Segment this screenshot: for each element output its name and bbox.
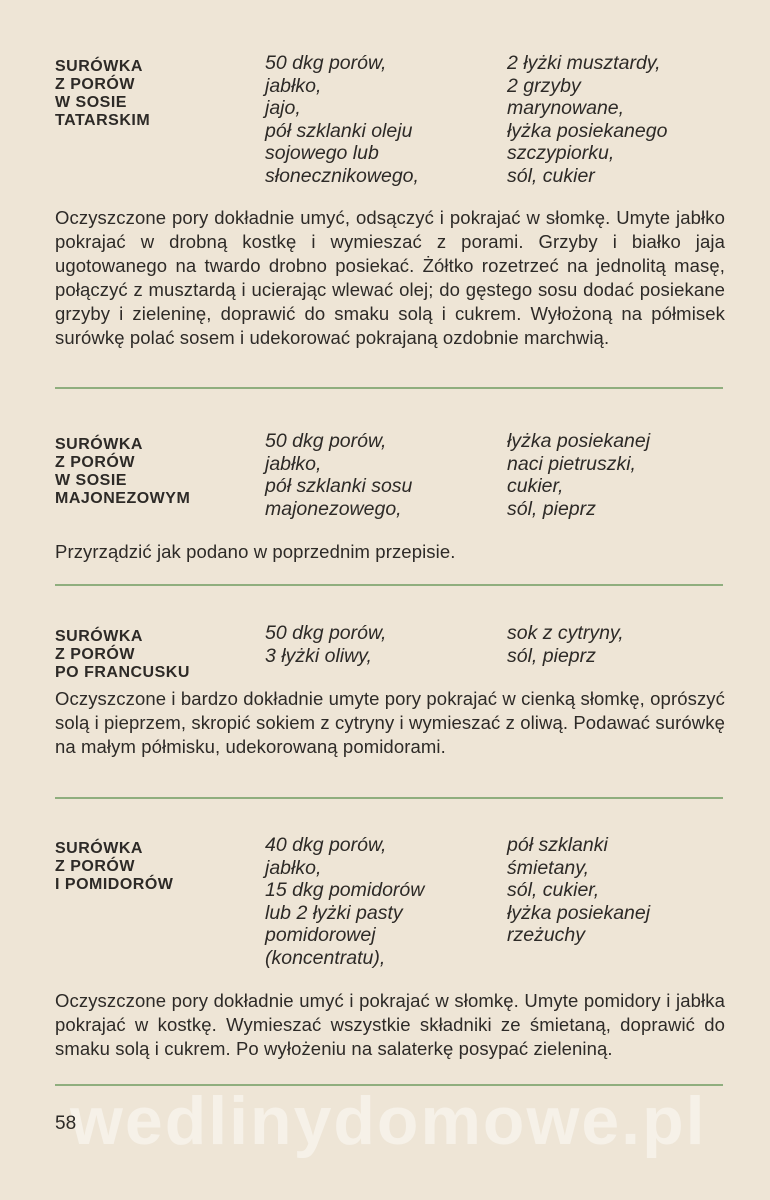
recipe-title: SURÓWKA Z PORÓW W SOSIE TATARSKIM xyxy=(55,58,151,129)
ingredients-column-1: 50 dkg porów, jabłko, jajo, pół szklanki oleju sojowego lub słonecznikowego, xyxy=(265,52,419,187)
recipe-description: Przyrządzić jak podano w poprzednim przepisie. xyxy=(55,541,456,562)
ingredients-column-2: 2 łyżki musztardy, 2 grzyby marynowane, łyżka posiekanego szczypiorku, sól, cukier xyxy=(507,52,668,187)
recipe-title: SURÓWKA Z PORÓW I POMIDORÓW xyxy=(55,840,174,893)
ingredients-column-1: 40 dkg porów, jabłko, 15 dkg pomidorów lub 2 łyżki pasty pomidorowej (koncentratu), xyxy=(265,834,425,969)
ingredients-column-2: łyżka posiekanej naci pietruszki, cukier, sól, pieprz xyxy=(507,430,651,520)
recipe-title: SURÓWKA Z PORÓW PO FRANCUSKU xyxy=(55,628,190,681)
recipe-description: Oczyszczone pory dokładnie umyć, odsączyć i pokrajać w słomkę. Umyte jabłko pokrajać w drobną kostkę i wymieszać z porami. Grzyby i białko jaja ugotowanego na twardo drobno posiekać. Żółtko rozetrzeć na jednolitą masę, połączyć z musztardą i ucierając wlewać olej; do gęstego sosu dodać posiekane grzyby i zieleninę, doprawić do smaku solą i cukrem. Wyłożoną na półmisek surówkę polać sosem i udekorować pokrajaną ozdobnie marchwią. xyxy=(55,207,725,348)
ingredients-column-2: pół szklanki śmietany, sól, cukier, łyżka posiekanej rzeżuchy xyxy=(507,834,651,946)
section-divider xyxy=(55,584,723,586)
watermark: wedlinydomowe.pl xyxy=(70,1083,707,1159)
section-divider xyxy=(55,387,723,389)
recipe-title: SURÓWKA Z PORÓW W SOSIE MAJONEZOWYM xyxy=(55,436,191,507)
page-number: 58 xyxy=(55,1113,77,1134)
recipe-description: Oczyszczone i bardzo dokładnie umyte pory pokrajać w cienką słomkę, oprószyć solą i pieprzem, skropić sokiem z cytryny i wymieszać z oliwą. Podawać surówkę na małym półmisku, udekorowaną pomidorami. xyxy=(55,688,725,757)
ingredients-column-1: 50 dkg porów, 3 łyżki oliwy, xyxy=(265,622,387,667)
section-divider xyxy=(55,797,723,799)
ingredients-column-1: 50 dkg porów, jabłko, pół szklanki sosu majonezowego, xyxy=(265,430,413,520)
ingredients-column-2: sok z cytryny, sól, pieprz xyxy=(507,622,624,667)
recipe-description: Oczyszczone pory dokładnie umyć i pokrajać w słomkę. Umyte pomidory i jabłka pokrajać w kostkę. Wymieszać wszystkie składniki ze śmietaną, doprawić do smaku solą i cukrem. Po wyłożeniu na salaterkę posypać zieleniną. xyxy=(55,990,725,1059)
